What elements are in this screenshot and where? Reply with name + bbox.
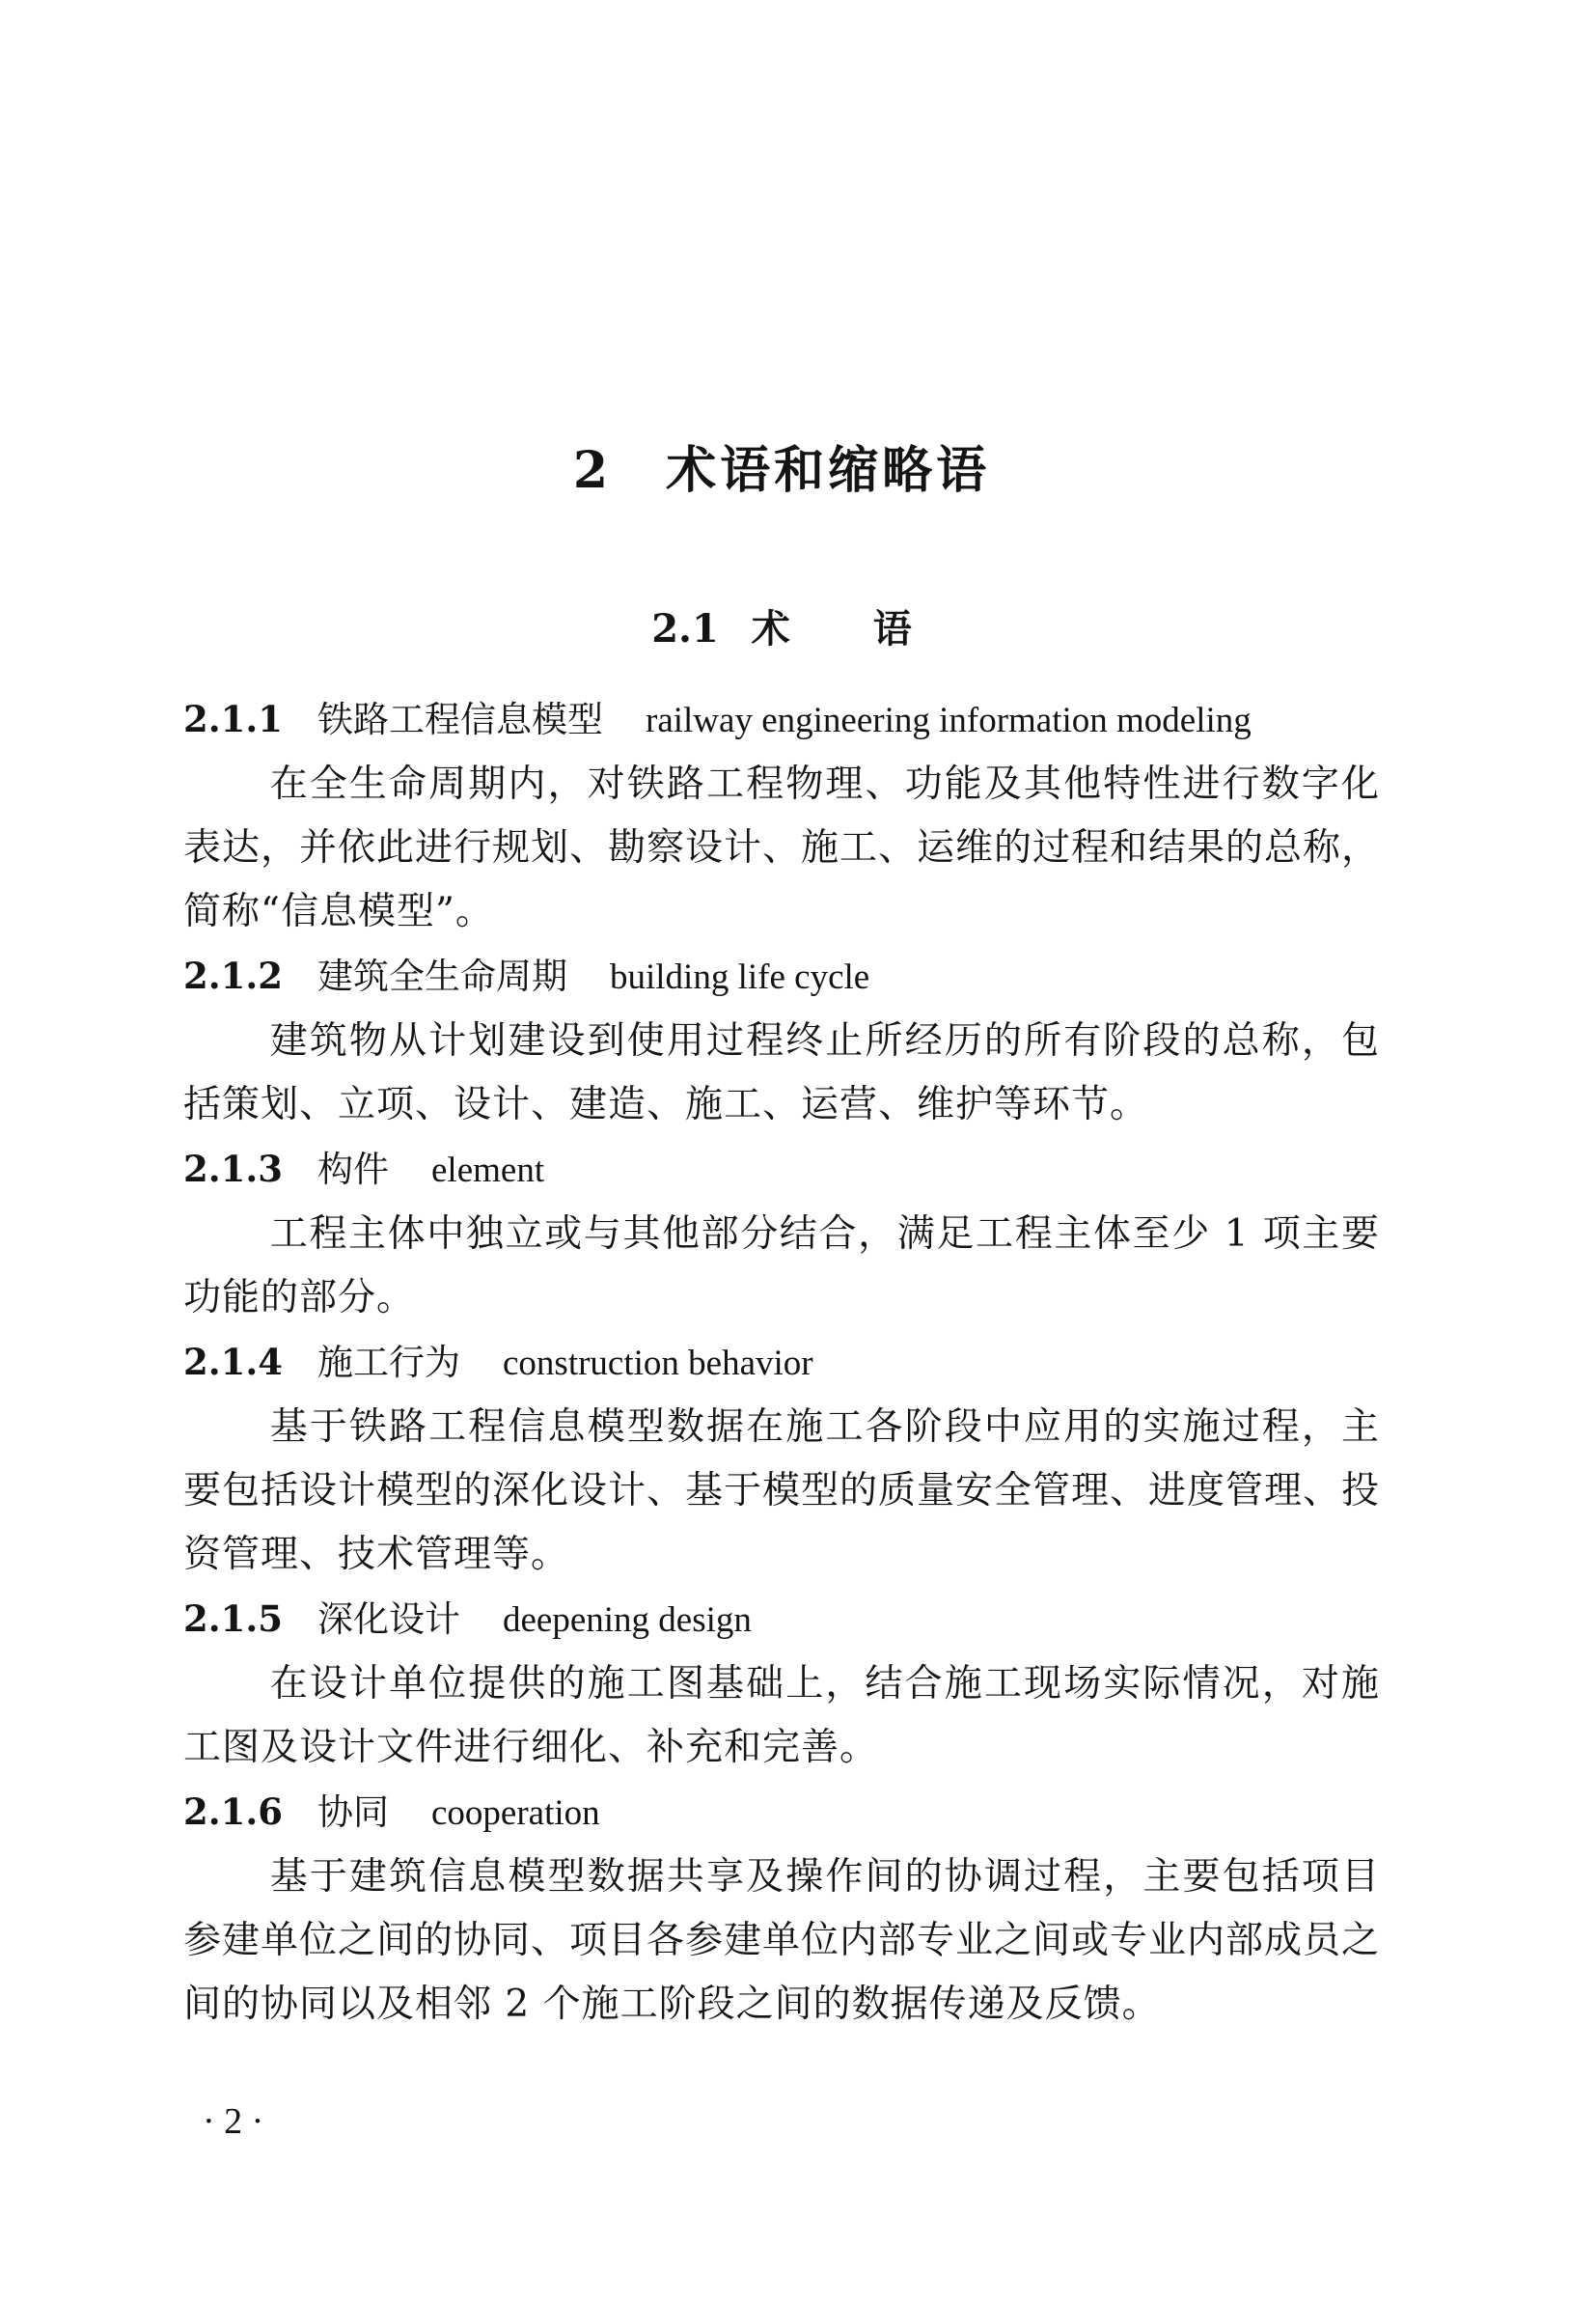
- section-title: [183, 600, 1380, 658]
- term-definition: 在全生命周期内，对铁路工程物理、功能及其他特性进行数字化表达，并依此进行规划、勘察设计、施工、运维的过程和结果的总称，简称“信息模型”。: [183, 763, 1381, 933]
- term-english: cooperation: [431, 1793, 600, 1833]
- term-definition: 建筑物从计划建设到使用过程终止所经历的所有阶段的总称，包括策划、立项、设计、建造、施工、运营、维护等环节。: [183, 1019, 1380, 1126]
- term-heading: [183, 687, 1380, 753]
- term-heading: [183, 1330, 1380, 1396]
- term-chinese: 施工行为: [317, 1342, 460, 1383]
- term-english: element: [431, 1151, 545, 1190]
- section-title-left: 术: [751, 606, 790, 652]
- chapter-title: [183, 425, 1380, 517]
- document-page: [183, 425, 1380, 2037]
- term-number: 2.1.2: [183, 955, 283, 997]
- term-number: 2.1.1: [183, 698, 283, 740]
- term-number: 2.1.6: [183, 1790, 283, 1833]
- term-definition: 工程主体中独立或与其他部分结合，满足工程主体至少 1 项主要功能的部分。: [183, 1212, 1380, 1319]
- term-definition: 基于建筑信息模型数据共享及操作间的协调过程，主要包括项目参建单位之间的协同、项目各参建单位内部专业之间或专业内部成员之间的协同以及相邻 2 个施工阶段之间的数据传递及反馈。: [183, 1855, 1381, 2026]
- term-english: building life cycle: [610, 957, 870, 997]
- chapter-title-text: 术语和缩略语: [666, 441, 991, 500]
- term-chinese: 深化设计: [317, 1598, 460, 1640]
- term-definition: 在设计单位提供的施工图基础上，结合施工现场实际情况，对施工图及设计文件进行细化、补充和完善。: [183, 1662, 1380, 1769]
- term-heading: [183, 1780, 1380, 1845]
- term-heading: [183, 1587, 1380, 1652]
- term-heading: [183, 944, 1380, 1010]
- term-entry: [183, 687, 1380, 944]
- term-english: deepening design: [503, 1600, 752, 1640]
- term-entry: [183, 1330, 1380, 1587]
- page-number: · 2 ·: [203, 2101, 264, 2142]
- term-chinese: 构件: [317, 1149, 389, 1190]
- term-entry: [183, 944, 1380, 1137]
- term-entry: [183, 1780, 1380, 2037]
- term-english: construction behavior: [503, 1344, 813, 1383]
- term-chinese: 协同: [317, 1791, 389, 1833]
- term-number: 2.1.3: [183, 1148, 283, 1190]
- term-definition: 基于铁路工程信息模型数据在施工各阶段中应用的实施过程，主要包括设计模型的深化设计、基于模型的质量安全管理、进度管理、投资管理、技术管理等。: [183, 1405, 1381, 1576]
- chapter-number: 2: [572, 441, 613, 500]
- term-english: railway engineering information modeling: [646, 701, 1252, 740]
- term-chinese: 建筑全生命周期: [317, 956, 567, 997]
- term-number: 2.1.4: [183, 1341, 283, 1383]
- section-number: 2.1: [651, 606, 719, 652]
- term-number: 2.1.5: [183, 1597, 283, 1640]
- section-title-right: 语: [872, 606, 912, 652]
- term-entry: [183, 1587, 1380, 1780]
- term-heading: [183, 1137, 1380, 1203]
- term-entry: [183, 1137, 1380, 1330]
- term-chinese: 铁路工程信息模型: [317, 699, 603, 740]
